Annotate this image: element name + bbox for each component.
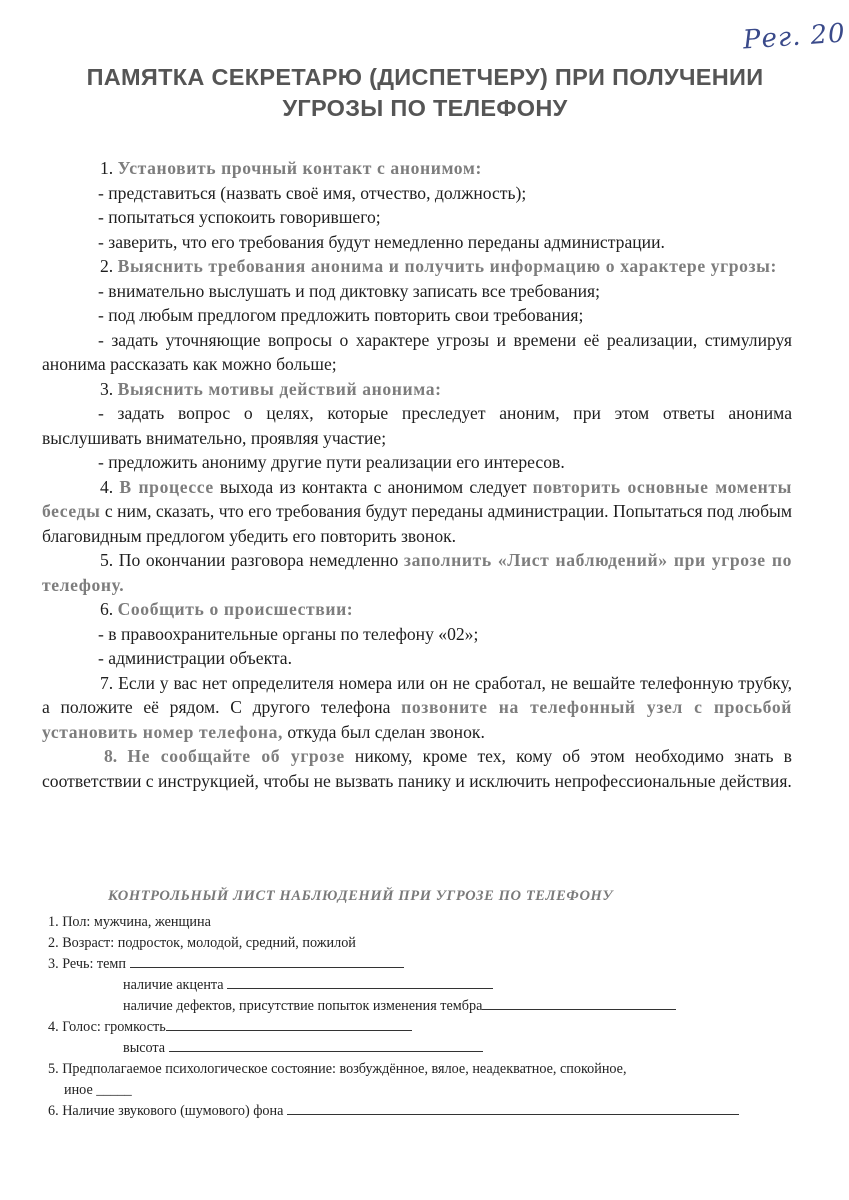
noise-field[interactable]: [287, 1102, 739, 1115]
accent-field[interactable]: [227, 976, 493, 989]
checklist-row-noise: 6. Наличие звукового (шумового) фона: [48, 1101, 808, 1122]
list-item: - попытаться успокоить говорившего;: [98, 207, 381, 227]
checklist-title: КОНТРОЛЬНЫЙ ЛИСТ НАБЛЮДЕНИЙ ПРИ УГРОЗЕ ПО ТЕЛЕФОНУ: [108, 888, 614, 904]
defects-field[interactable]: [482, 997, 676, 1010]
list-item: - задать вопрос о целях, которые преследует аноним, при этом ответы анонима выслушивать внимательно, проявляя участие;: [42, 403, 792, 448]
checklist-row-state: 5. Предполагаемое психологическое состояние: возбуждённое, вялое, неадекватное, спокойное,: [48, 1061, 627, 1077]
checklist-row-loudness: 4. Голос: громкость: [48, 1017, 808, 1038]
tempo-field[interactable]: [130, 955, 404, 968]
section-1-title: Установить прочный контакт с анонимом:: [117, 158, 482, 178]
page-title: ПАМЯТКА СЕКРЕТАРЮ (ДИСПЕТЧЕРУ) ПРИ ПОЛУЧЕНИИ УГРОЗЫ ПО ТЕЛЕФОНУ: [86, 64, 764, 121]
checklist-row-speech-tempo: 3. Речь: темп: [48, 954, 808, 975]
section-1-heading: 1. Установить прочный контакт с анонимом:: [100, 158, 482, 178]
list-item: - задать уточняющие вопросы о характере угрозы и времени её реализации, стимулируя анонима рассказать как можно больше;: [42, 329, 792, 374]
list-item: - администрации объекта.: [98, 648, 293, 668]
checklist-row-pitch: высота: [48, 1038, 808, 1059]
observation-checklist: [48, 912, 808, 1122]
list-item: - под любым предлогом предложить повторить свои требования;: [98, 305, 584, 325]
section-3-title: Выяснить мотивы действий анонима:: [117, 378, 442, 399]
section-6-title: Сообщить о происшествии:: [117, 599, 354, 619]
section-5-paragraph: 5. По окончании разговора немедленно заполнить «Лист наблюдений» при угрозе по телефону.: [42, 550, 792, 595]
section-6-heading: 6. Сообщить о происшествии:: [100, 599, 354, 619]
memo-body: [42, 156, 792, 793]
registration-stamp: Рег. 20: [742, 18, 847, 56]
list-item: - в правоохранительные органы по телефону «02»;: [98, 623, 479, 644]
checklist-row-gender: 1. Пол: мужчина, женщина: [48, 914, 211, 930]
checklist-row-accent: наличие акцента: [48, 975, 808, 996]
section-7-paragraph: 7. Если у вас нет определителя номера или он не сработал, не вешайте телефонную трубку, а положите её рядом. С другого телефона позвоните на телефонный узел с просьбой установить номер телефона, откуда был сделан звонок.: [42, 672, 792, 742]
section-2-heading: 2. Выяснить требования анонима и получить информацию о характере угрозы:: [100, 256, 777, 276]
checklist-row-age: 2. Возраст: подросток, молодой, средний, пожилой: [48, 935, 356, 951]
list-item: - заверить, что его требования будут немедленно переданы администрации.: [98, 231, 665, 252]
checklist-row-defects: наличие дефектов, присутствие попыток изменения тембра: [48, 996, 808, 1017]
section-3-heading: 3. Выяснить мотивы действий анонима:: [100, 378, 442, 399]
checklist-row-state-other: иное _____: [64, 1082, 132, 1098]
list-item: - предложить анониму другие пути реализации его интересов.: [98, 452, 565, 472]
section-2-title: Выяснить требования анонима и получить информацию о характере угрозы:: [117, 256, 777, 276]
section-8-paragraph: 8. Не сообщайте об угрозе никому, кроме тех, кому об этом необходимо знать в соответствии с инструкцией, чтобы не вызвать панику и исключить непрофессиональные действия.: [42, 746, 792, 791]
pitch-field[interactable]: [169, 1039, 483, 1052]
section-4-paragraph: 4. В процессе выхода из контакта с анонимом следует повторить основные моменты беседы с ним, сказать, что его требования будут переданы администрации. Попытаться под любым благовидным предлогом убедить его повторить звонок.: [42, 476, 792, 546]
list-item: - внимательно выслушать и под диктовку записать все требования;: [98, 280, 601, 301]
list-item: - представиться (назвать своё имя, отчество, должность);: [98, 182, 527, 203]
loudness-field[interactable]: [166, 1018, 412, 1031]
